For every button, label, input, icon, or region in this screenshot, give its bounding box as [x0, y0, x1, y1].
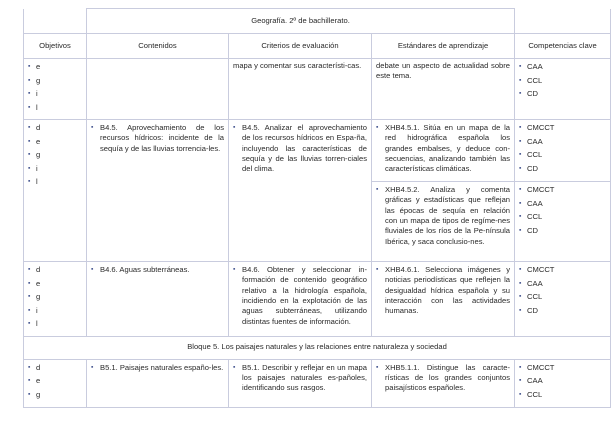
list-item: ▪ CAA: [519, 62, 606, 72]
empty-corner-cell: [515, 9, 611, 34]
list-item: ▪ CD: [519, 306, 606, 316]
list-item: ▪ CCL: [519, 76, 606, 86]
block-heading: Bloque 5. Los paisajes naturales y las relaciones entre naturaleza y sociedad: [24, 336, 611, 359]
list-item: ▪ CD: [519, 89, 606, 99]
contenido-cell: [87, 120, 229, 262]
list-item: ▪ e: [28, 279, 82, 289]
contenido-text: ▪ B4.5. Aprovechamiento de los recursos hídricos: incidente de la sequía y de las lluvias torrencia-les.: [91, 123, 224, 154]
list-item: ▪ CMCCT: [519, 185, 606, 195]
header-contenidos: Contenidos: [87, 34, 229, 59]
contenido-text: ▪ B5.1. Paisajes naturales españo-les.: [91, 363, 224, 373]
list-item: ▪ l: [28, 319, 82, 329]
criterio-cell: [229, 359, 372, 407]
objetivos-cell: [24, 120, 87, 262]
table-row: [24, 59, 611, 120]
list-item: ▪ CAA: [519, 199, 606, 209]
list-item: ▪ g: [28, 390, 82, 400]
empty-corner-cell: [24, 9, 87, 34]
table-row: [24, 359, 611, 407]
list-item: ▪ CAA: [519, 376, 606, 386]
header-criterios: Criterios de evaluación: [229, 34, 372, 59]
column-header-row: [24, 34, 611, 59]
criterio-cell: [229, 59, 372, 120]
list-item: ▪ CAA: [519, 279, 606, 289]
estandar-text: ▪ XHB4.6.1. Selecciona imágenes y noticias periodísticas que reflejen la desigualdad hídrica española y su interacción con las actividades humanas.: [376, 265, 510, 317]
list-item: ▪ g: [28, 150, 82, 160]
header-competencias: Competencias clave: [515, 34, 611, 59]
estandar-text: ▪ XHB5.1.1. Distingue las caracte-rísticas de los grandes conjuntos paisajísticos españoles.: [376, 363, 510, 394]
list-item: ▪ CCL: [519, 212, 606, 222]
list-item: ▪ i: [28, 164, 82, 174]
estandar-text: debate un aspecto de actualidad sobre este tema.: [376, 61, 511, 81]
block-heading-row: [24, 336, 611, 359]
list-item: ▪ l: [28, 103, 82, 113]
contenido-text: ▪ B4.6. Aguas subterráneas.: [91, 265, 224, 275]
competencias-cell: [515, 59, 611, 120]
estandar-cell: [372, 59, 515, 120]
table-row: [24, 120, 611, 182]
list-item: ▪ CD: [519, 226, 606, 236]
header-estandares: Estándares de aprendizaje: [372, 34, 515, 59]
list-item: ▪ i: [28, 306, 82, 316]
list-item: ▪ d: [28, 363, 82, 373]
criterio-text: ▪ B5.1. Describir y reflejar en un mapa los paisajes naturales es-pañoles, identificando sus rasgos.: [233, 363, 367, 394]
list-item: ▪ CAA: [519, 137, 606, 147]
list-item: ▪ l: [28, 177, 82, 187]
list-item: ▪ d: [28, 265, 82, 275]
competencias-cell: [515, 120, 611, 182]
curriculum-table: [23, 8, 611, 408]
list-item: ▪ e: [28, 376, 82, 386]
table-row: [24, 262, 611, 337]
competencias-cell: [515, 359, 611, 407]
list-item: ▪ g: [28, 292, 82, 302]
criterio-text: ▪ B4.6. Obtener y seleccionar in-formación de contenido geográfico relativo a la hidrología española, incidiendo en la explotación de las aguas subterráneas, utilizando distintas fuentes de información.: [233, 265, 367, 327]
contenido-cell: [87, 262, 229, 337]
header-objetivos: Objetivos: [24, 34, 87, 59]
estandar-cell: [372, 359, 515, 407]
competencias-cell: [515, 182, 611, 262]
list-item: ▪ CMCCT: [519, 265, 606, 275]
list-item: ▪ i: [28, 89, 82, 99]
list-item: ▪ CCL: [519, 150, 606, 160]
contenido-cell: [87, 59, 229, 120]
estandar-cell: [372, 262, 515, 337]
list-item: ▪ CCL: [519, 292, 606, 302]
criterio-cell: [229, 262, 372, 337]
list-item: ▪ e: [28, 62, 82, 72]
list-item: ▪ e: [28, 137, 82, 147]
list-item: ▪ CMCCT: [519, 363, 606, 373]
criterio-text: mapa y comentar sus característi-cas.: [233, 61, 362, 70]
criterio-cell: [229, 120, 372, 262]
table-title-row: [24, 9, 611, 34]
criterio-text: ▪ B4.5. Analizar el aprovechamiento de los recursos hídricos en Espa-ña, incluyendo las características de sequía y de las lluvias torren-ciales del clima.: [233, 123, 367, 175]
estandar-text: ▪ XHB4.5.1. Sitúa en un mapa de la red hidrográfica española los grandes embalses, y deduce con-secuencias, analizando también las características climáticas.: [376, 123, 510, 175]
list-item: ▪ d: [28, 123, 82, 133]
objetivos-cell: [24, 359, 87, 407]
competencias-cell: [515, 262, 611, 337]
objetivos-cell: [24, 59, 87, 120]
estandar-text: ▪ XHB4.5.2. Analiza y comenta gráficas y estadísticas que reflejan las épocas de sequía en relación con un mapa de tipos de regíme-nes fluviales de los ríos de la Pe-nínsula Ibérica, y saca conclusio-nes.: [376, 185, 510, 247]
list-item: ▪ CD: [519, 164, 606, 174]
list-item: ▪ CCL: [519, 390, 606, 400]
estandar-cell: [372, 120, 515, 182]
contenido-cell: [87, 359, 229, 407]
list-item: ▪ g: [28, 76, 82, 86]
table-title: Geografía. 2º de bachillerato.: [87, 9, 515, 34]
objetivos-cell: [24, 262, 87, 337]
estandar-cell: [372, 182, 515, 262]
list-item: ▪ CMCCT: [519, 123, 606, 133]
